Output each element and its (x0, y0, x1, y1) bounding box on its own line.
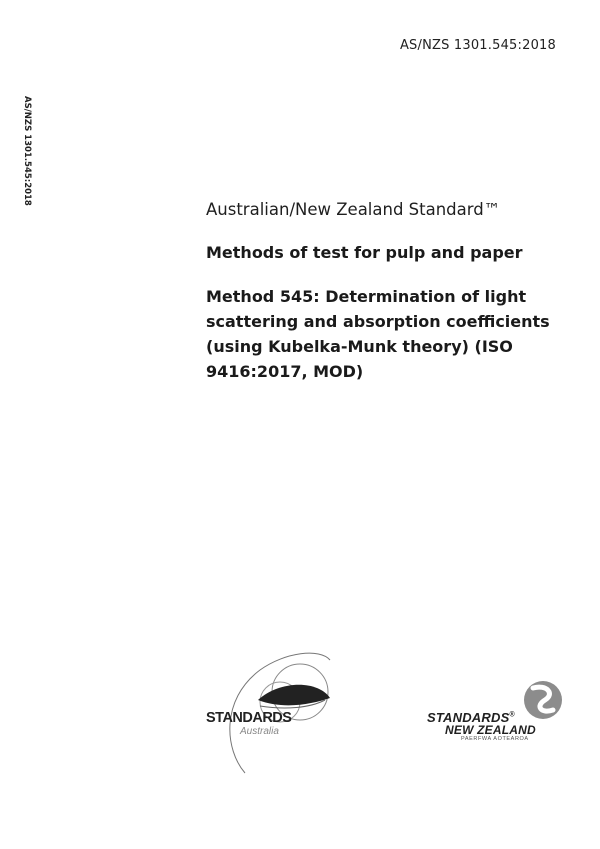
subtitle-line: scattering and absorption coefficients (206, 312, 550, 331)
subtitle-line: (using Kubelka-Munk theory) (ISO (206, 337, 513, 356)
subtitle-line: Method 545: Determination of light (206, 287, 527, 306)
standards-nz-wordmark: STANDARDS® (427, 710, 515, 725)
standards-australia-logo (200, 640, 345, 785)
standards-australia-wordmark: STANDARDS (206, 710, 292, 726)
standards-australia-subtext: Australia (240, 726, 279, 737)
standards-nz-logo (425, 680, 565, 742)
document-subtitle (206, 284, 576, 384)
cover-text-block (206, 200, 576, 384)
series-title: Australian/New Zealand Standard™ (206, 200, 501, 219)
spine-label (10, 96, 50, 206)
spine-text: AS/NZS 1301.545:2018 (22, 96, 32, 206)
standards-nz-country: NEW ZEALAND (445, 723, 536, 737)
standard-number: AS/NZS 1301.545:2018 (399, 38, 556, 53)
subtitle-line: 9416:2017, MOD) (206, 362, 364, 381)
document-title: Methods of test for pulp and paper (206, 243, 523, 262)
standards-nz-maori: PAERFWA AOTEAROA (461, 736, 529, 742)
